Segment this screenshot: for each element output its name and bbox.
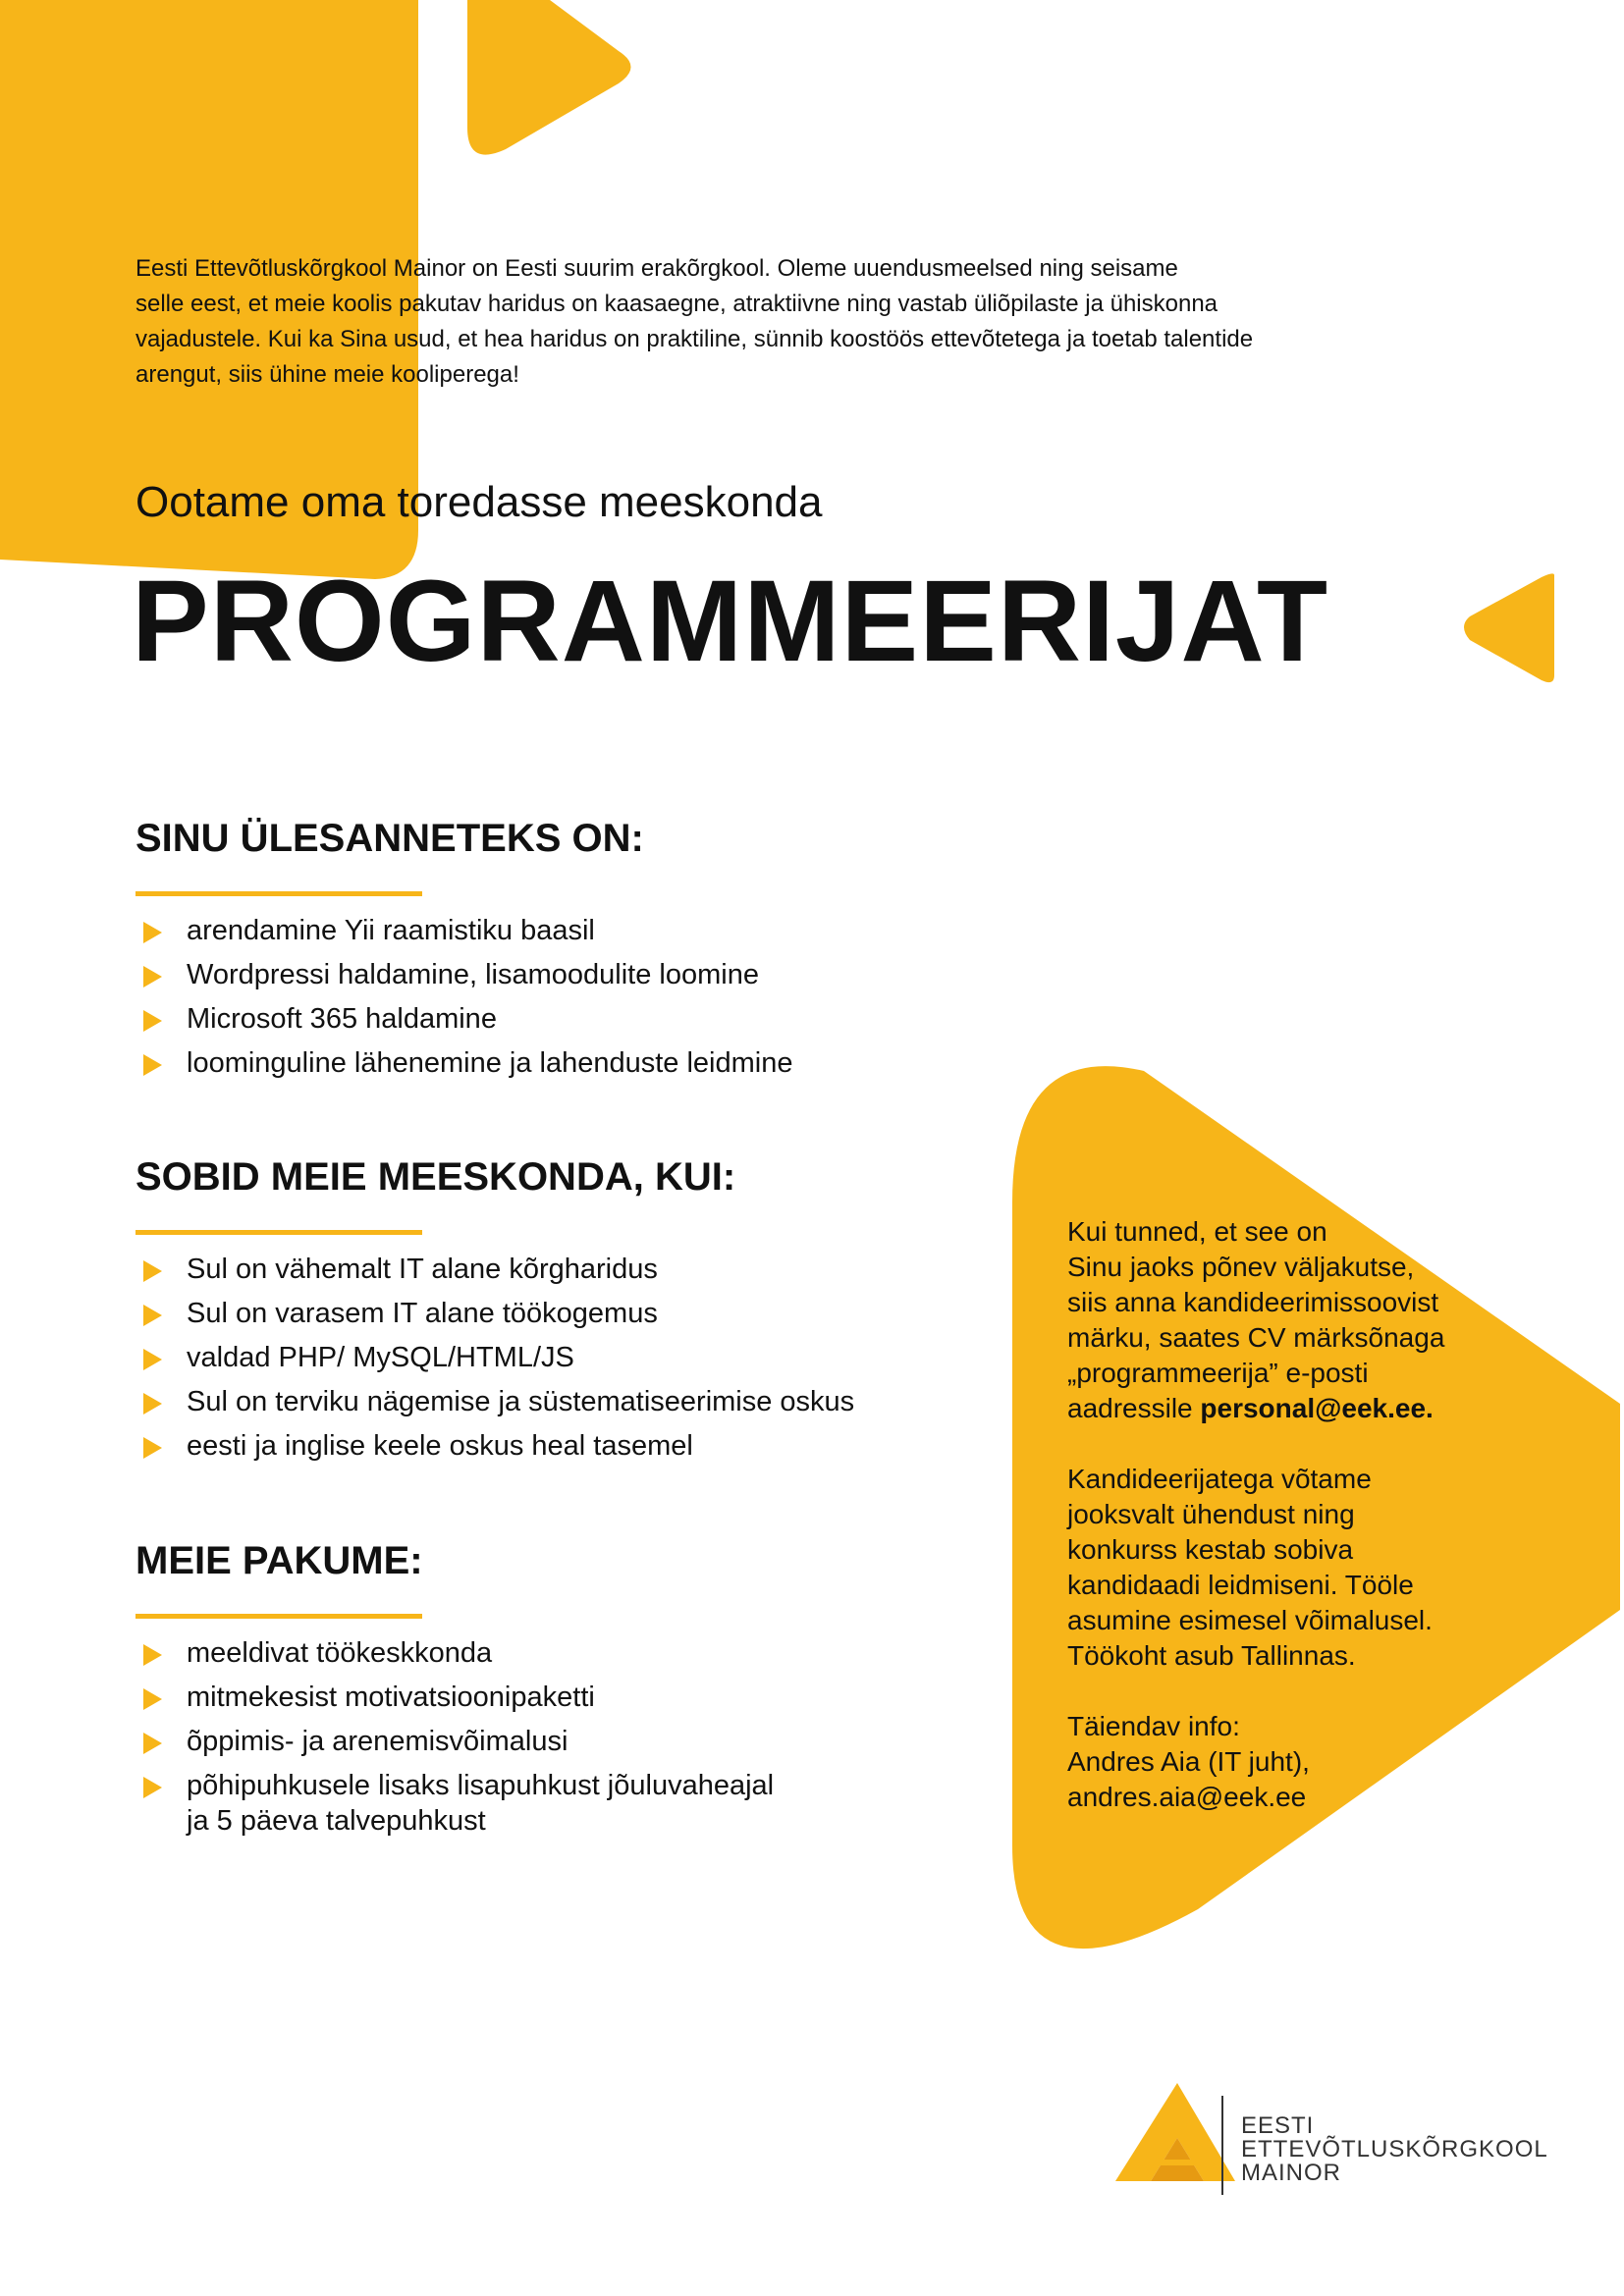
list-item-text: Sul on terviku nägemise ja süstematiseerimise oskus (187, 1386, 855, 1417)
bullet-triangle-icon (143, 922, 162, 943)
application-callout (1067, 1214, 1499, 1850)
list-item-text: mitmekesist motivatsioonipaketti (187, 1682, 595, 1713)
callout-line (1067, 1391, 1499, 1426)
list-item-text: arendamine Yii raamistiku baasil (187, 915, 595, 946)
callout-line: Töökoht asub Tallinnas. (1067, 1640, 1356, 1671)
list-item-text: Sul on varasem IT alane töökogemus (187, 1298, 658, 1329)
bullet-triangle-icon (143, 1688, 162, 1710)
list-item-text: meeldivat töökeskkonda (187, 1637, 493, 1669)
callout-line: jooksvalt ühendust ning (1067, 1499, 1355, 1529)
logo-line: ETTEVÕTLUSKÕRGKOOL (1241, 2136, 1548, 2163)
section-divider (135, 1230, 422, 1235)
callout-line: konkurss kestab sobiva (1067, 1534, 1354, 1565)
section-divider (135, 891, 422, 896)
contact-name: Andres Aia (IT juht), (1067, 1746, 1310, 1777)
list-item-text: ja 5 päeva talvepuhkust (187, 1805, 486, 1837)
list-item-text: Microsoft 365 haldamine (187, 1003, 497, 1035)
section-heading: SOBID MEIE MEESKONDA, KUI: (135, 1155, 736, 1199)
logo-line: EESTI (1241, 2112, 1315, 2139)
intro-line: vajadustele. Kui ka Sina usud, et hea haridus on praktiline, sünnib koostöös ettevõtetega ja toetab talentide (135, 326, 1254, 352)
bullet-triangle-icon (143, 1260, 162, 1282)
bullet-triangle-icon (143, 966, 162, 988)
address-prefix: aadressile (1067, 1393, 1201, 1423)
callout-line: Kui tunned, et see on (1067, 1216, 1327, 1247)
callout-line: asumine esimesel võimalusel. (1067, 1605, 1433, 1635)
process-paragraph (1067, 1462, 1499, 1674)
callout-line: märku, saates CV märksõnaga (1067, 1322, 1445, 1353)
callout-line: Kandideerijatega võtame (1067, 1464, 1372, 1494)
bullet-triangle-icon (143, 1777, 162, 1798)
list-item-text: põhipuhkusele lisaks lisapuhkust jõuluvaheajal (187, 1770, 775, 1801)
list-item-text: loominguline lähenemine ja lahenduste leidmine (187, 1047, 793, 1079)
intro-line: selle eest, et meie koolis pakutav haridus on kaasaegne, atraktiivne ning vastab üliõpilaste ja ühiskonna (135, 291, 1218, 317)
section-divider (135, 1614, 422, 1619)
bullet-triangle-icon (143, 1010, 162, 1032)
intro-paragraph (135, 251, 1510, 393)
section-heading: MEIE PAKUME: (135, 1539, 423, 1582)
callout-line: kandidaadi leidmiseni. Tööle (1067, 1570, 1414, 1600)
bullet-triangle-icon (143, 1437, 162, 1459)
apply-paragraph (1067, 1214, 1499, 1426)
headline-title: PROGRAMMEERIJAT (132, 557, 1329, 686)
bullet-triangle-icon (143, 1644, 162, 1666)
contact-email-link[interactable]: andres.aia@eek.ee (1067, 1782, 1307, 1812)
bullet-triangle-icon (143, 1054, 162, 1076)
list-item-text: eesti ja inglise keele oskus heal tasemel (187, 1430, 693, 1462)
list-item-text: õppimis- ja arenemisvõimalusi (187, 1726, 568, 1757)
bullet-triangle-icon (143, 1305, 162, 1326)
application-email-link[interactable]: personal@eek.ee. (1200, 1393, 1434, 1423)
list-item-text: valdad PHP/ MySQL/HTML/JS (187, 1342, 574, 1373)
headline-subtitle: Ootame oma toredasse meeskonda (135, 478, 823, 526)
contact-paragraph (1067, 1709, 1499, 1815)
intro-line: Eesti Ettevõtluskõrgkool Mainor on Eesti suurim erakõrgkool. Oleme uuendusmeelsed ning seisame (135, 255, 1178, 282)
callout-line: „programmeerija” e-posti (1067, 1358, 1369, 1388)
logo-line: MAINOR (1241, 2160, 1341, 2186)
bullet-triangle-icon (143, 1733, 162, 1754)
top-small-triangle-shape (467, 0, 631, 155)
list-item-text: Wordpressi haldamine, lisamoodulite loomine (187, 959, 759, 990)
section-requirements (135, 1153, 1019, 1462)
bullet-triangle-icon (143, 1393, 162, 1415)
list-item-text: Sul on vähemalt IT alane kõrgharidus (187, 1254, 658, 1285)
intro-line: arengut, siis ühine meie kooliperega! (135, 361, 519, 388)
right-small-triangle-shape (1464, 573, 1554, 682)
section-offer (135, 1537, 1019, 1837)
callout-line: siis anna kandideerimissoovist (1067, 1287, 1439, 1317)
mainor-triangle-logo-icon (1115, 2083, 1235, 2181)
section-heading: SINU ÜLESANNETEKS ON: (135, 817, 644, 860)
bullet-triangle-icon (143, 1349, 162, 1370)
callout-line: Sinu jaoks põnev väljakutse, (1067, 1252, 1415, 1282)
callout-line: Täiendav info: (1067, 1711, 1240, 1741)
logo-wordmark (1241, 2114, 1548, 2185)
section-tasks (135, 815, 1019, 1079)
